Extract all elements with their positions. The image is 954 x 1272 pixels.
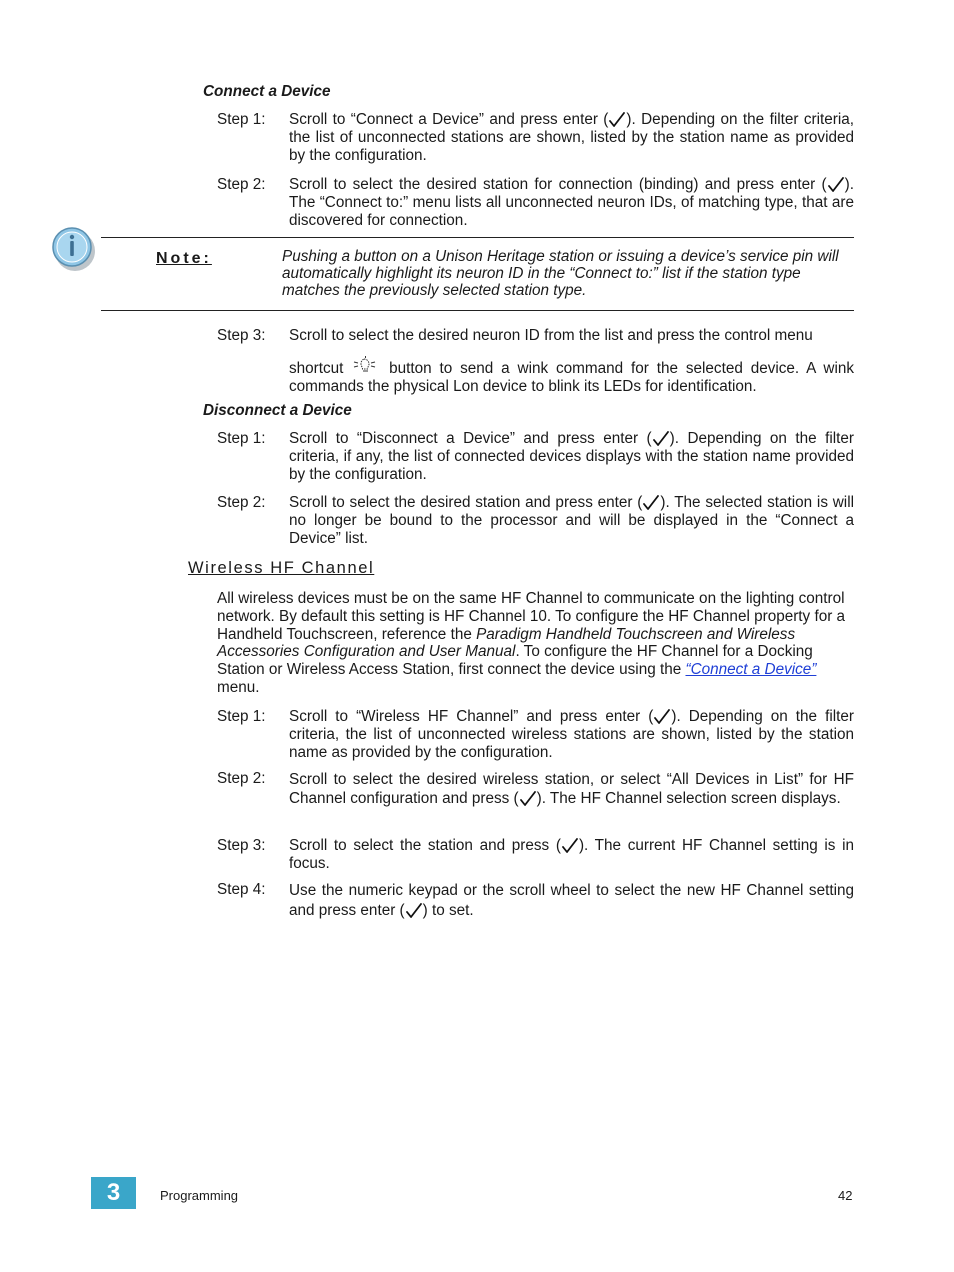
connect-step2-label: Step 2: [217,176,266,193]
wireless-step2-label: Step 2: [217,770,266,787]
page-number: 42 [838,1188,853,1203]
wireless-hf-channel-heading: Wireless HF Channel [188,559,375,577]
connect-device-link[interactable]: “Connect a Device” [685,661,817,679]
disconnect-step2-label: Step 2: [217,494,266,511]
enter-check-icon [827,177,845,193]
enter-check-icon [519,791,537,807]
connect-step3-line1: Scroll to select the desired neuron ID from the list and press the control menu [289,327,813,344]
enter-check-icon [652,431,670,447]
note-label: Note: [156,250,212,267]
connect-step3-text: shortcut button to send a wink command for the selected device. A wink commands the physical Lon device to blink its LEDs for identification. [289,356,854,396]
enter-check-icon [642,495,660,511]
wireless-intro-paragraph: All wireless devices must be on the same HF Channel to communicate on the lighting control network. By default this setting is HF Channel 10. To configure the HF Channel property for a Handheld Touchscreen, reference the Paradigm Handheld Touchscreen and Wireless Accessories Configuration and User Manual. To configure the HF Channel for a Docking Station or Wireless Access Station, first connect the device using the “Connect a Device” menu. [217,590,846,696]
wink-bulb-icon [351,356,381,376]
disconnect-step1-label: Step 1: [217,430,266,447]
footer-section-title: Programming [160,1188,239,1203]
wireless-step4-text: Use the numeric keypad or the scroll wheel to select the new HF Channel setting and press enter ( ) to set. [289,882,854,919]
disconnect-step1-text: Scroll to “Disconnect a Device” and press enter ( ). Depending on the filter criteria, if any, the list of connected devices displays with the station name provided by the configuration. [289,430,854,483]
connect-step2-text: Scroll to select the desired station for connection (binding) and press enter ( ). The “Connect to:” menu lists all unconnected neuron IDs, of matching type, that are discovered for connection. [289,176,854,229]
connect-step1-text: Scroll to “Connect a Device” and press enter ( ). Depending on the filter criteria, the list of unconnected stations are shown, listed by the station name as provided by the configuration. [289,111,854,164]
note-text: Pushing a button on a Unison Heritage station or issuing a device’s service pin will automatically highlight its neuron ID in the “Connect to:” list if the station type matches the previously selected station type. [282,248,839,299]
wireless-step2-text: Scroll to select the desired wireless station, or select “All Devices in List” for HF Channel configuration and press ( ). The HF Channel selection screen displays. [289,771,854,807]
info-icon [52,227,96,271]
enter-check-icon [653,709,671,725]
enter-check-icon [561,838,579,854]
wireless-step3-label: Step 3: [217,837,266,854]
wireless-step1-label: Step 1: [217,708,266,725]
wireless-step3-text: Scroll to select the station and press ( ). The current HF Channel setting is in focus. [289,837,855,872]
enter-check-icon [608,112,626,128]
disconnect-device-heading: Disconnect a Device [203,402,352,419]
wireless-step4-label: Step 4: [217,881,266,898]
note-bottom-rule [101,310,854,311]
connect-step3-label: Step 3: [217,327,266,344]
disconnect-step2-text: Scroll to select the desired station and press enter ( ). The selected station is will no longer be bound to the processor and will be displayed in the “Connect a Device” list. [289,494,855,547]
chapter-number-badge: 3 [91,1177,136,1209]
connect-device-heading: Connect a Device [203,83,331,100]
wireless-step1-text: Scroll to “Wireless HF Channel” and press enter ( ). Depending on the filter criteria, the list of unconnected wireless stations are shown, listed by the station name as provided by the configuration. [289,708,854,761]
note-top-rule [101,237,854,238]
connect-step1-label: Step 1: [217,111,266,128]
enter-check-icon [405,903,423,919]
